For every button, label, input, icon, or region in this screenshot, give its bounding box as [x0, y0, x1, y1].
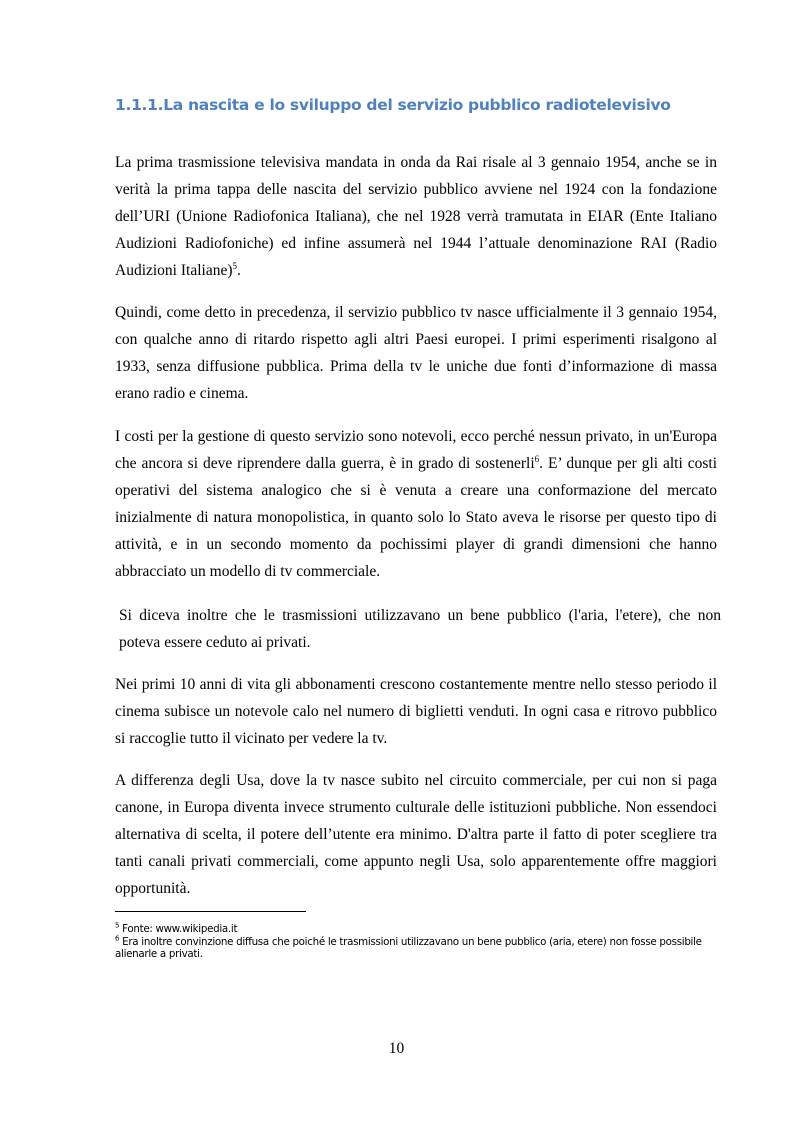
paragraph-text: I costi per la gestione di questo servizio sono notevoli, ecco perché nessun privato, in un'Europa che ancora si deve riprendere dalla guerra, è in grado di sostenerli: [115, 428, 717, 472]
paragraph-6: A differenza degli Usa, dove la tv nasce subito nel circuito commerciale, per cui non si paga canone, in Europa diventa invece strumento culturale delle istituzioni pubbliche. Non essendoci alternativa di scelta, il potere dell’utente era minimo. D'altra parte il fatto di poter scegliere tra tanti canali privati commerciali, come appunto negli Usa, solo apparentemente offre maggiori opportunità.: [115, 772, 717, 897]
paragraph-1: [115, 149, 717, 284]
paragraph-text-cont: . E’ dunque per gli alti costi operativi del sistema analogico che si è venuta a creare una conformazione del mercato inizialmente di natura monopolistica, in quanto solo lo Stato aveva le risorse per questo tipo di attività, e in un secondo momento da pochissimi player di grandi dimensioni che hanno abbracciato un modello di tv commerciale.: [115, 455, 718, 580]
footnote-5: [115, 923, 725, 935]
footnote-number: 6: [115, 934, 120, 943]
paragraph-text-end: .: [237, 262, 241, 279]
footnote-number: 5: [115, 921, 120, 930]
section-heading: 1.1.1.La nascita e lo sviluppo del servizio pubblico radiotelevisivo: [115, 96, 671, 114]
footnote-text: Fonte: www.wikipedia.it: [122, 923, 238, 935]
paragraph-2: Quindi, come detto in precedenza, il servizio pubblico tv nasce ufficialmente il 3 gennaio 1954, con qualche anno di ritardo rispetto agli altri Paesi europei. I primi esperimenti risalgono al 1933, senza diffusione pubblica. Prima della tv le uniche due fonti d’informazione di massa erano radio e cinema.: [115, 304, 717, 402]
paragraph-text: La prima trasmissione televisiva mandata in onda da Rai risale al 3 gennaio 1954, anche se in verità la prima tappa delle nascita del servizio pubblico avviene nel 1924 con la fondazione dell’URI (Unione Radiofonica Italiana), che nel 1928 verrà tramutata in EIAR (Ente Italiano Audizioni Radiofoniche) ed infine assumerà nel 1944 l’attuale denominazione RAI (Radio Audizioni Italiane): [115, 154, 717, 279]
paragraph-5: Nei primi 10 anni di vita gli abbonamenti crescono costantemente mentre nello stesso periodo il cinema subisce un notevole calo nel numero di biglietti venduti. In ogni casa e ritrovo pubblico si raccoglie tutto il vicinato per vedere la tv.: [115, 676, 717, 747]
paragraph-4: Si diceva inoltre che le trasmissioni utilizzavano un bene pubblico (l'aria, l'etere), che non poteva essere ceduto ai privati.: [119, 607, 721, 651]
footnote-reference-5[interactable]: 5: [232, 260, 237, 271]
footnote-separator: [115, 911, 306, 912]
footnote-reference-6[interactable]: 6: [534, 453, 540, 464]
page-number: 10: [388, 1040, 405, 1057]
footnote-text: Era inoltre convinzione diffusa che poiché le trasmissioni utilizzavano un bene pubblico (aria, etere) non fosse possibile alienarle a privati.: [115, 936, 702, 960]
paragraph-3: [115, 423, 717, 585]
footnote-6: [115, 936, 725, 960]
